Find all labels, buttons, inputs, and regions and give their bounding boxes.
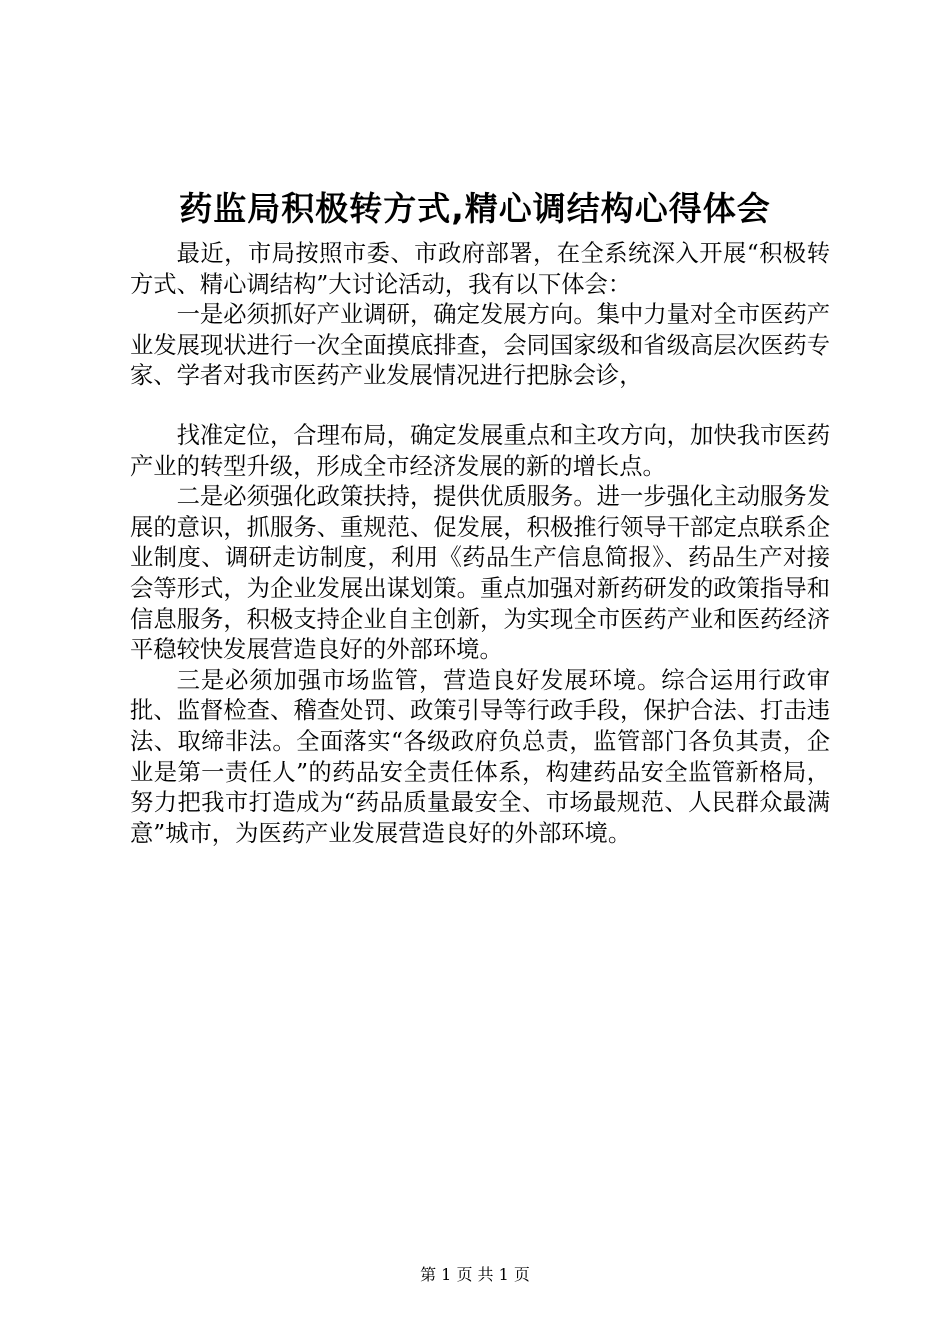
paragraph-point-one: 一是必须抓好产业调研，确定发展方向。集中力量对全市医药产业发展现状进行一次全面摸底排查，会同国家级和省级高层次医药专家、学者对我市医药产业发展情况进行把脉会诊， (130, 301, 830, 390)
document-body-top (130, 239, 830, 392)
paragraph-point-two: 二是必须强化政策扶持，提供优质服务。进一步强化主动服务发展的意识，抓服务、重规范、促发展，积极推行领导干部定点联系企业制度、调研走访制度，利用《药品生产信息简报》、药品生产对接会等形式，为企业发展出谋划策。重点加强对新药研发的政策指导和信息服务，积极支持企业自主创新，为实现全市医药产业和医药经济平稳较快发展营造良好的外部环境。 (130, 483, 830, 664)
document-body-bottom (130, 421, 830, 849)
paragraph-intro: 最近，市局按照市委、市政府部署，在全系统深入开展“积极转方式、精心调结构”大讨论活动，我有以下体会： (130, 240, 830, 298)
document-title: 药监局积极转方式,精心调结构心得体会 (179, 189, 771, 228)
paragraph-point-one-continued: 找准定位，合理布局，确定发展重点和主攻方向，加快我市医药产业的转型升级，形成全市经济发展的新的增长点。 (130, 422, 830, 480)
paragraph-point-three: 三是必须加强市场监管，营造良好发展环境。综合运用行政审批、监督检查、稽查处罚、政策引导等行政手段，保护合法、打击违法、取缔非法。全面落实“各级政府负总责，监管部门各负其责，企业是第一责任人”的药品安全责任体系，构建药品安全监管新格局，努力把我市打造成为“药品质量最安全、市场最规范、人民群众最满意”城市，为医药产业发展营造良好的外部环境。 (130, 666, 830, 847)
page-footer: 第 1 页 共 1 页 (420, 1265, 530, 1284)
